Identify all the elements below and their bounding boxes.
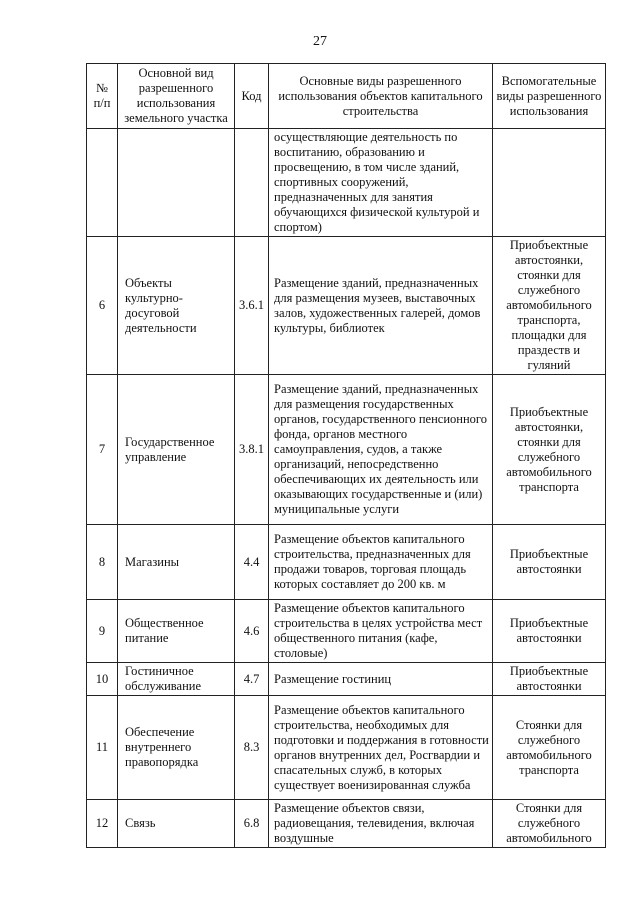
row-name — [118, 129, 235, 237]
row-name: Гостиничное обслуживание — [118, 663, 235, 696]
row-num: 9 — [87, 600, 118, 663]
row-name: Связь — [118, 800, 235, 848]
row-code: 3.6.1 — [235, 237, 269, 375]
row-code — [235, 129, 269, 237]
header-name: Основной вид разрешенного использования земельного участка — [118, 64, 235, 129]
row-main: Размещение гостиниц — [269, 663, 493, 696]
row-code: 4.6 — [235, 600, 269, 663]
row-name: Государственное управление — [118, 375, 235, 525]
row-aux — [493, 129, 606, 237]
row-num: 11 — [87, 696, 118, 800]
row-main: Размещение зданий, предназначенных для размещения музеев, выставочных залов, художественных галерей, домов культуры, библиотек — [269, 237, 493, 375]
table-row — [87, 129, 606, 237]
row-name: Объекты культурно-досуговой деятельности — [118, 237, 235, 375]
row-num: 10 — [87, 663, 118, 696]
table-row — [87, 800, 606, 848]
row-aux: Приобъектные автостоянки — [493, 525, 606, 600]
row-num: 12 — [87, 800, 118, 848]
header-num: № п/п — [87, 64, 118, 129]
row-aux: Стоянки для служебного автомобильного — [493, 800, 606, 848]
row-main: Размещение объектов капитального строительства, необходимых для подготовки и поддержания в готовности органов внутренних дел, Росгвардии и спасательных служб, в которых существует военизированная служба — [269, 696, 493, 800]
row-code: 3.8.1 — [235, 375, 269, 525]
row-main: Размещение объектов капитального строительства, предназначенных для продажи товаров, торговая площадь которых составляет до 200 кв. м — [269, 525, 493, 600]
row-name: Магазины — [118, 525, 235, 600]
row-main: Размещение объектов связи, радиовещания, телевидения, включая воздушные — [269, 800, 493, 848]
row-aux: Приобъектные автостоянки — [493, 600, 606, 663]
table-row — [87, 525, 606, 600]
table-row — [87, 237, 606, 375]
row-main: Размещение зданий, предназначенных для размещения государственных органов, государственного пенсионного фонда, органов местного самоуправления, судов, а также организаций, непосредственно обеспечивающих их деятельность или оказывающих государственные и (или) муниципальные услуги — [269, 375, 493, 525]
row-aux: Приобъектные автостоянки — [493, 663, 606, 696]
row-aux: Стоянки для служебного автомобильного транспорта — [493, 696, 606, 800]
row-main: Размещение объектов капитального строительства в целях устройства мест общественного питания (кафе, столовые) — [269, 600, 493, 663]
land-use-table — [86, 63, 606, 848]
row-main: осуществляющие деятельность по воспитанию, образованию и просвещению, в том числе зданий, спортивных сооружений, предназначенных для занятия обучающихся физической культурой и спортом) — [269, 129, 493, 237]
row-code: 4.7 — [235, 663, 269, 696]
table-row — [87, 663, 606, 696]
row-num — [87, 129, 118, 237]
row-num: 6 — [87, 237, 118, 375]
table-row — [87, 375, 606, 525]
table-header-row — [87, 64, 606, 129]
row-code: 8.3 — [235, 696, 269, 800]
row-name: Обеспечение внутреннего правопорядка — [118, 696, 235, 800]
header-code: Код — [235, 64, 269, 129]
row-num: 8 — [87, 525, 118, 600]
row-name: Общественное питание — [118, 600, 235, 663]
table-row — [87, 600, 606, 663]
row-code: 6.8 — [235, 800, 269, 848]
row-num: 7 — [87, 375, 118, 525]
row-aux: Приобъектные автостоянки, стоянки для служебного автомобильного транспорта, площадки для праздеств и гуляний — [493, 237, 606, 375]
page-number: 27 — [313, 34, 327, 49]
row-aux: Приобъектные автостоянки, стоянки для служебного автомобильного транспорта — [493, 375, 606, 525]
header-main: Основные виды разрешенного использования объектов капитального строительства — [269, 64, 493, 129]
header-aux: Вспомогательные виды разрешенного использования — [493, 64, 606, 129]
row-code: 4.4 — [235, 525, 269, 600]
table-row — [87, 696, 606, 800]
